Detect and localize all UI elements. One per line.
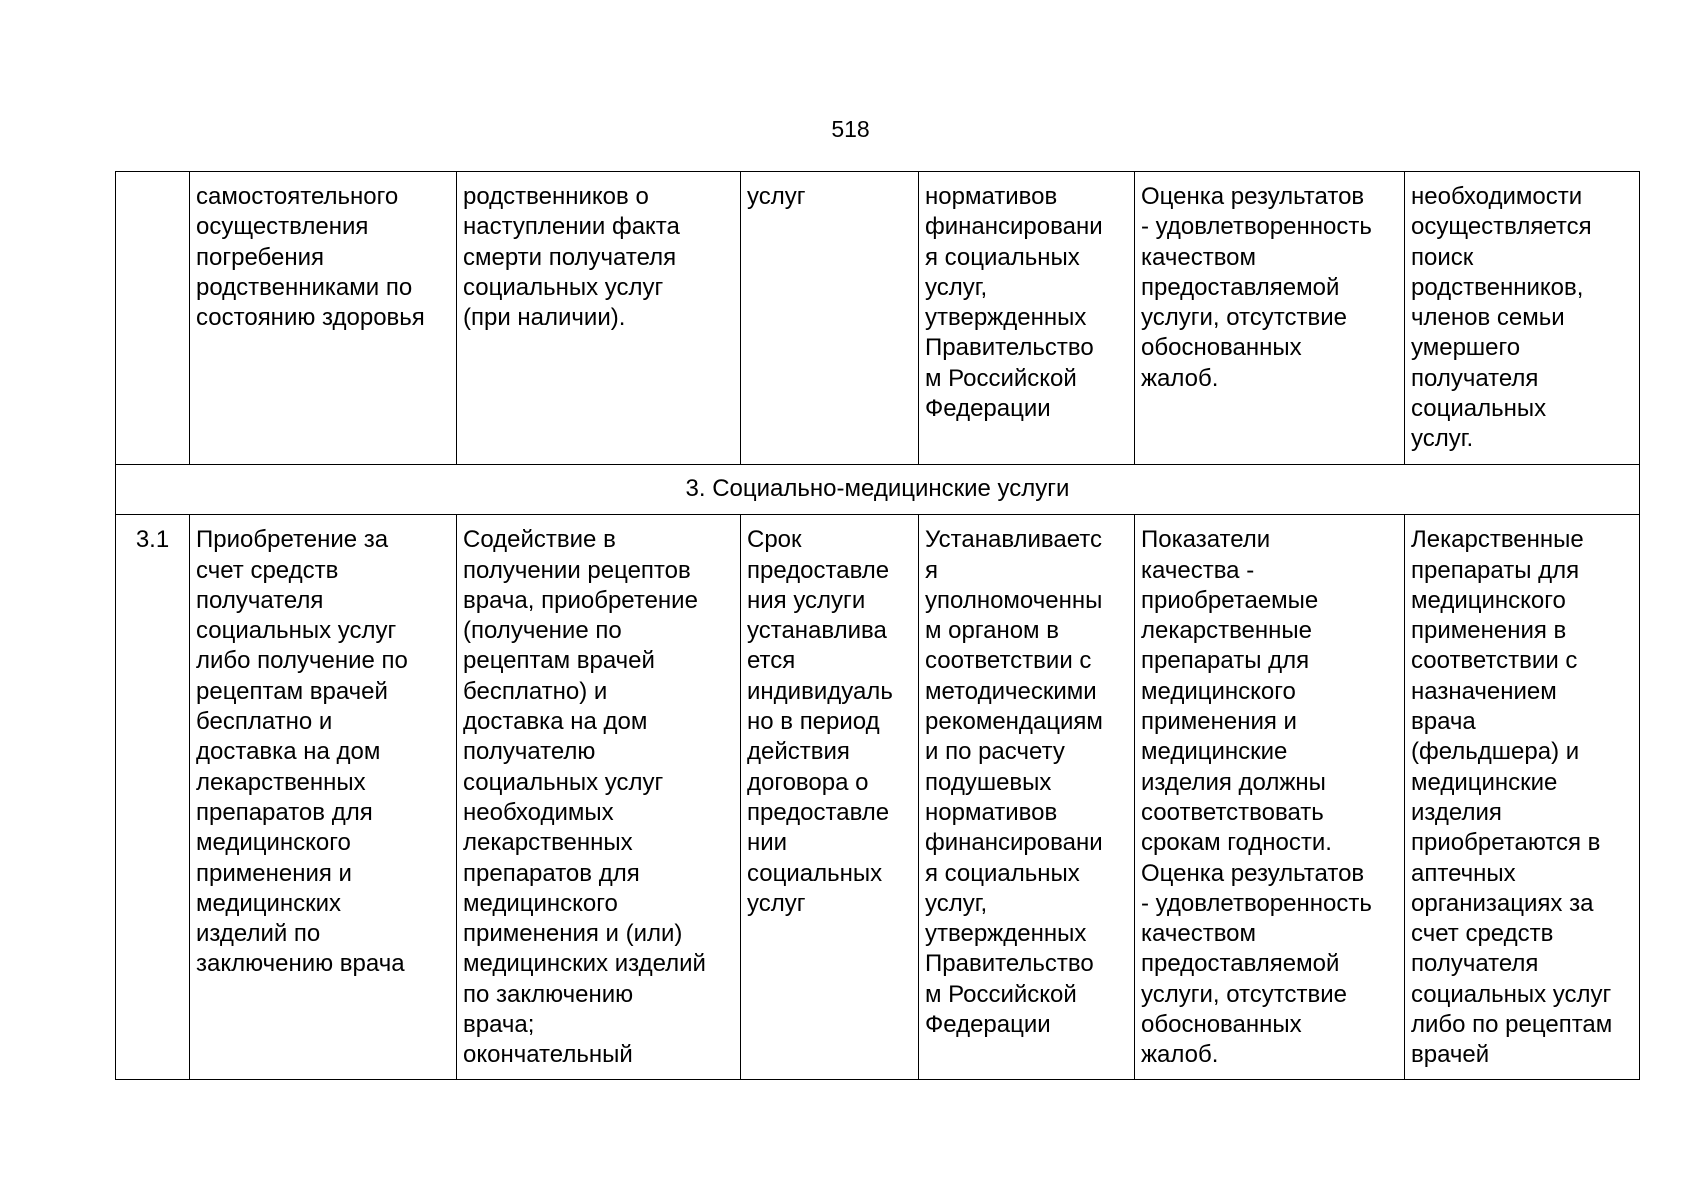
- cell-service-name: самостоятельного осуществления погребения родственниками по состоянию здоровья: [190, 172, 457, 465]
- cell-conditions: Лекарственные препараты для медицинского применения в соответствии с назначением врача (фельдшера) и медицинские изделия приобретаются в аптечных организациях за счет средств получателя социальных услуг либо по рецептам врачей: [1405, 515, 1640, 1079]
- cell-conditions: необходимости осуществляется поиск родственников, членов семьи умершего получателя социальных услуг.: [1405, 172, 1640, 465]
- cell-number: 3.1: [116, 515, 190, 1079]
- cell-number: [116, 172, 190, 465]
- cell-quality-indicators: Оценка результатов - удовлетворенность качеством предоставляемой услуги, отсутствие обоснованных жалоб.: [1135, 172, 1405, 465]
- table-row-3-1: [116, 515, 1640, 1079]
- cell-quality-indicators: Показатели качества - приобретаемые лекарственные препараты для медицинского применения и медицинские изделия должны соответствовать срокам годности. Оценка результатов - удовлетворенность качеством предоставляемой услуги, отсутствие обоснованных жалоб.: [1135, 515, 1405, 1079]
- section-heading-row: [116, 465, 1640, 515]
- table-row-continuation: [116, 172, 1640, 465]
- cell-service-description: Содействие в получении рецептов врача, приобретение (получение по рецептам врачей бесплатно) и доставка на дом получателю социальных услуг необходимых лекарственных препаратов для медицинского применения и (или) медицинских изделий по заключению врача; окончательный: [457, 515, 741, 1079]
- section-heading: 3. Социально-медицинские услуги: [116, 465, 1640, 515]
- services-table: [115, 171, 1640, 1080]
- cell-service-description: родственников о наступлении факта смерти получателя социальных услуг (при наличии).: [457, 172, 741, 465]
- cell-service-cost: Устанавливаетс я уполномоченны м органом в соответствии с методическими рекомендациям и по расчету подушевых нормативов финансировани я социальных услуг, утвержденных Правительство м Российской Федерации: [919, 515, 1135, 1079]
- cell-service-name: Приобретение за счет средств получателя социальных услуг либо получение по рецептам врачей бесплатно и доставка на дом лекарственных препаратов для медицинского применения и медицинских изделий по заключению врача: [190, 515, 457, 1079]
- cell-service-term: услуг: [741, 172, 919, 465]
- page-number: 518: [831, 116, 870, 142]
- cell-service-term: Срок предоставле ния услуги устанавлива ется индивидуаль но в период действия договора о предоставле нии социальных услуг: [741, 515, 919, 1079]
- cell-service-cost: нормативов финансировани я социальных услуг, утвержденных Правительство м Российской Федерации: [919, 172, 1135, 465]
